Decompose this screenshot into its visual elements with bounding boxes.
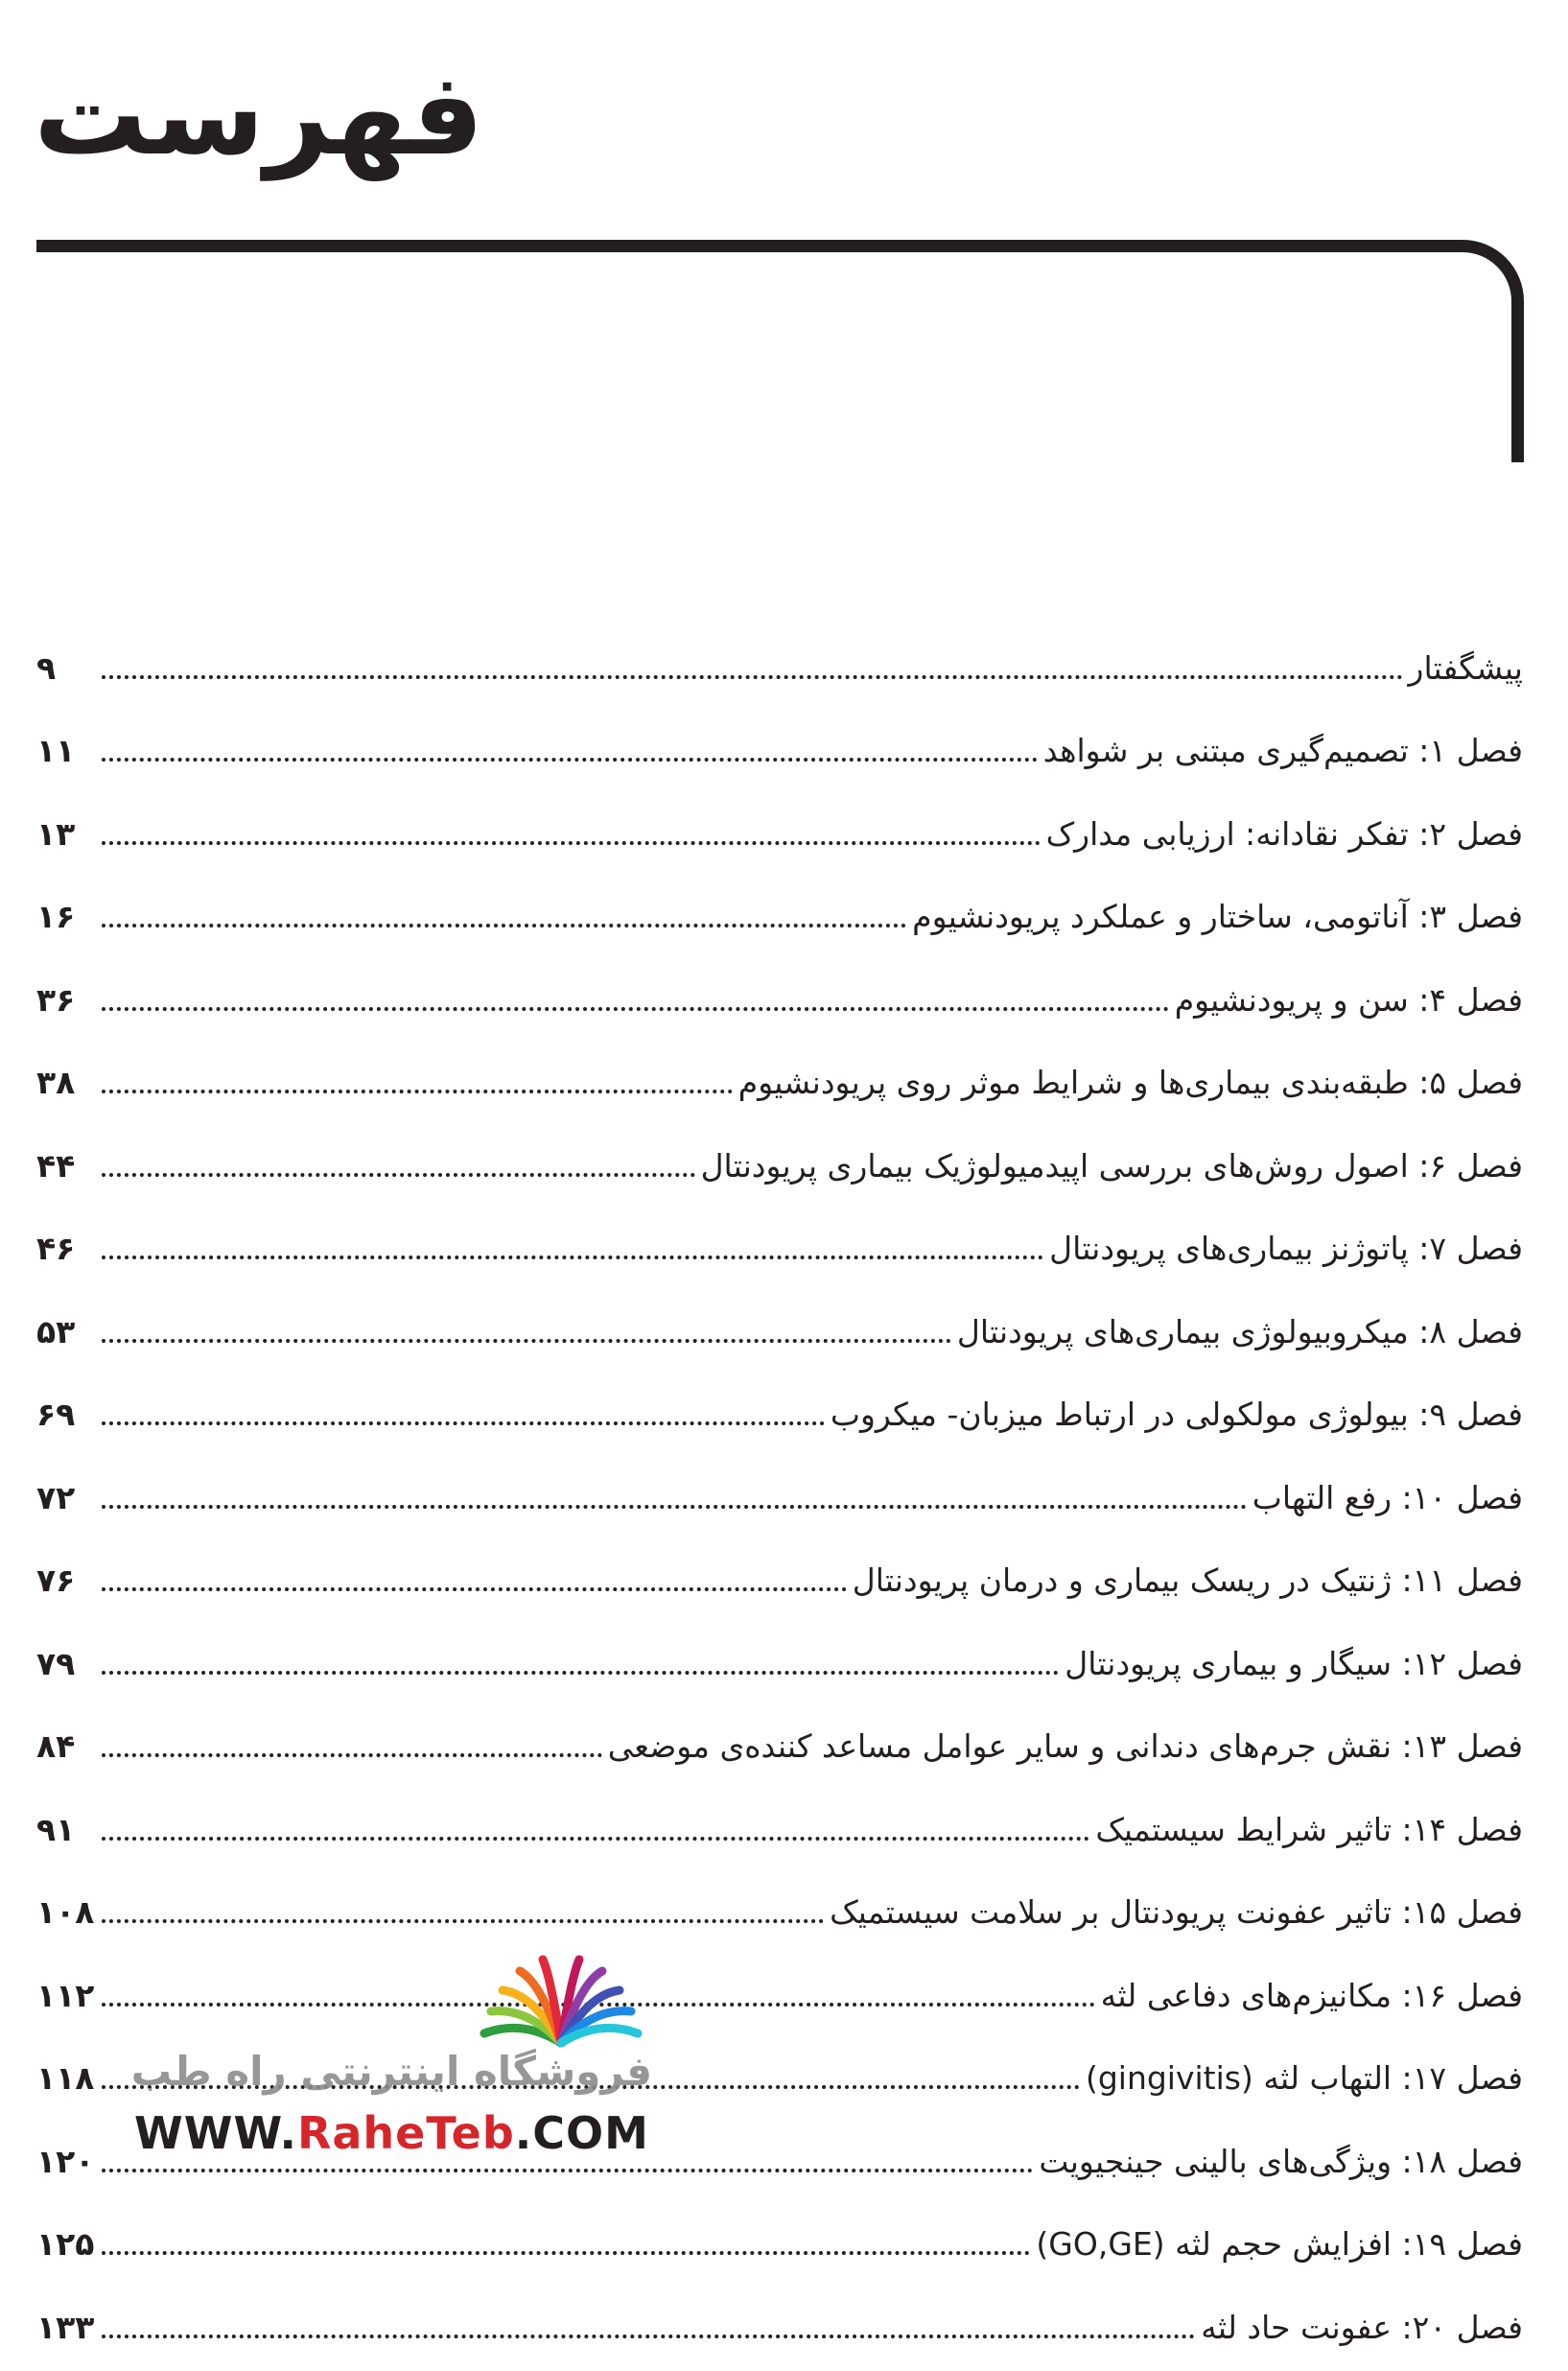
- toc-entry[interactable]: [36, 865, 1523, 949]
- toc-entry[interactable]: [36, 2275, 1523, 2359]
- toc-entry-page-number: ۳۶: [36, 980, 76, 1019]
- toc-entry-title: فصل ۱۶: مکانیزم‌های دفاعی لثه: [1100, 1976, 1523, 2014]
- dot-leader: [102, 1587, 847, 1591]
- toc-entry-page-number: ۱۱: [36, 732, 76, 769]
- decorative-frame: [36, 240, 1524, 462]
- toc-entry-title: فصل ۵: طبقه‌بندی بیماری‌ها و شرایط موثر روی پریودنشیوم: [737, 1064, 1523, 1101]
- toc-entry-page-number: ۱۰۸: [36, 1893, 95, 1931]
- toc-entry-title: فصل ۸: میکروبیولوژی بیماری‌های پریودنتال: [956, 1312, 1523, 1350]
- toc-entry[interactable]: [36, 1445, 1523, 1529]
- store-url-link[interactable]: [134, 2107, 649, 2159]
- toc-entry[interactable]: [36, 1114, 1523, 1197]
- toc-entry[interactable]: [36, 699, 1523, 783]
- toc-entry[interactable]: [36, 1197, 1523, 1280]
- toc-entry-page-number: ۱۲۵: [36, 2225, 95, 2263]
- toc-entry[interactable]: [36, 1695, 1523, 1778]
- dot-leader: [102, 924, 906, 927]
- toc-entry-page-number: ۹۱: [36, 1810, 76, 1848]
- dot-leader: [102, 1837, 1089, 1841]
- toc-entry-page-number: ۷۶: [36, 1561, 76, 1599]
- toc-entry[interactable]: [36, 948, 1523, 1031]
- dot-leader: [102, 841, 1041, 845]
- dot-leader: [102, 1421, 825, 1425]
- dot-leader: [102, 2251, 1030, 2255]
- dot-leader: [102, 1339, 951, 1343]
- dot-leader: [102, 2335, 1195, 2338]
- toc-entry-page-number: ۱۱۲: [36, 1976, 95, 2014]
- toc-entry-page-number: ۶۹: [36, 1396, 76, 1433]
- toc-entry-page-number: ۷۲: [36, 1478, 76, 1516]
- toc-entry-title: پیشگفتار: [1408, 648, 1523, 687]
- toc-entry-page-number: ۱۱۸: [36, 2059, 95, 2097]
- url-prefix: WWW.: [134, 2107, 297, 2159]
- toc-entry-title: فصل ۱۸: ویژگی‌های بالینی جینجیویت: [1039, 2142, 1523, 2180]
- toc-entry[interactable]: [36, 1529, 1523, 1612]
- toc-entry[interactable]: [36, 782, 1523, 865]
- toc-entry-page-number: ۳۸: [36, 1064, 76, 1101]
- toc-entry-title: فصل ۱۹: افزایش حجم لثه (GO,GE): [1036, 2225, 1523, 2263]
- url-suffix: .COM: [514, 2107, 649, 2159]
- toc-entry[interactable]: [36, 1611, 1523, 1695]
- toc-entry-title: فصل ۱۰: رفع التهاب: [1252, 1478, 1523, 1516]
- toc-entry[interactable]: [36, 1861, 1523, 1944]
- toc-entry-page-number: ۸۴: [36, 1727, 76, 1765]
- toc-entry-title: فصل ۱۵: تاثیر عفونت پریودنتال بر سلامت سیستمیک: [830, 1893, 1523, 1931]
- dot-leader: [102, 1671, 1059, 1675]
- toc-entry-page-number: ۴۴: [36, 1146, 76, 1185]
- open-book-logo-icon: [470, 1952, 652, 2057]
- dot-leader: [102, 758, 1038, 762]
- dot-leader: [102, 1505, 1247, 1509]
- page-title: فهرست: [34, 48, 484, 180]
- toc-entry-title: فصل ۱۲: سیگار و بیماری پریودنتال: [1065, 1644, 1523, 1682]
- toc-entry-page-number: ۱۲۰: [36, 2142, 95, 2180]
- toc-entry-title: فصل ۲۰: عفونت حاد لثه: [1201, 2308, 1523, 2346]
- toc-entry[interactable]: [36, 1279, 1523, 1363]
- toc-entry-title: فصل ۱۱: ژنتیک در ریسک بیماری و درمان پریودنتال: [852, 1561, 1523, 1599]
- toc-entry-title: فصل ۱۳: نقش جرم‌های دندانی و سایر عوامل مساعد کننده‌ی موضعی: [607, 1727, 1523, 1765]
- url-brand: RaheTeb: [296, 2107, 515, 2159]
- dot-leader: [102, 675, 1403, 679]
- dot-leader: [102, 1007, 1169, 1011]
- toc-entry-page-number: ۵۳: [36, 1312, 76, 1350]
- dot-leader: [102, 1173, 695, 1177]
- dot-leader: [102, 1256, 1043, 1259]
- toc-entry-title: فصل ۴: سن و پریودنشیوم: [1174, 980, 1523, 1019]
- toc-entry[interactable]: [36, 1777, 1523, 1861]
- toc-entry-title: فصل ۳: آناتومی، ساختار و عملکرد پریودنشیوم: [912, 898, 1523, 935]
- toc-entry[interactable]: [36, 1363, 1523, 1446]
- toc-entry-title: فصل ۶: اصول روش‌های بررسی اپیدمیولوژیک بیماری پریودنتال: [700, 1146, 1523, 1185]
- toc-entry[interactable]: [36, 616, 1523, 699]
- store-name-text: فروشگاه اینترنتی راه طب: [130, 2048, 652, 2095]
- dot-leader: [102, 1753, 602, 1757]
- toc-entry-page-number: ۹: [36, 648, 57, 687]
- toc-entry[interactable]: [36, 1031, 1523, 1115]
- toc-entry-page-number: ۴۶: [36, 1230, 76, 1267]
- toc-entry-title: فصل ۷: پاتوژنز بیماری‌های پریودنتال: [1049, 1230, 1523, 1267]
- toc-entry-page-number: ۱۳: [36, 814, 76, 853]
- dot-leader: [102, 1919, 824, 1923]
- toc-entry-page-number: ۱۳۳: [36, 2308, 95, 2346]
- dot-leader: [102, 1090, 733, 1093]
- store-watermark: [129, 1952, 667, 2172]
- toc-entry[interactable]: [36, 2193, 1523, 2276]
- toc-entry-title: فصل ۲: تفکر نقادانه: ارزیابی مدارک: [1045, 814, 1523, 853]
- toc-entry-title: فصل ۹: بیولوژی مولکولی در ارتباط میزبان- میکروب: [830, 1396, 1523, 1433]
- toc-entry-page-number: ۱۶: [36, 898, 76, 935]
- toc-entry-title: فصل ۱۷: التهاب لثه (gingivitis): [1085, 2059, 1523, 2097]
- toc-entry-title: فصل ۱: تصمیم‌گیری مبتنی بر شواهد: [1042, 732, 1523, 769]
- toc-entry-page-number: ۷۹: [36, 1644, 76, 1682]
- toc-entry-title: فصل ۱۴: تاثیر شرایط سیستمیک: [1095, 1810, 1523, 1848]
